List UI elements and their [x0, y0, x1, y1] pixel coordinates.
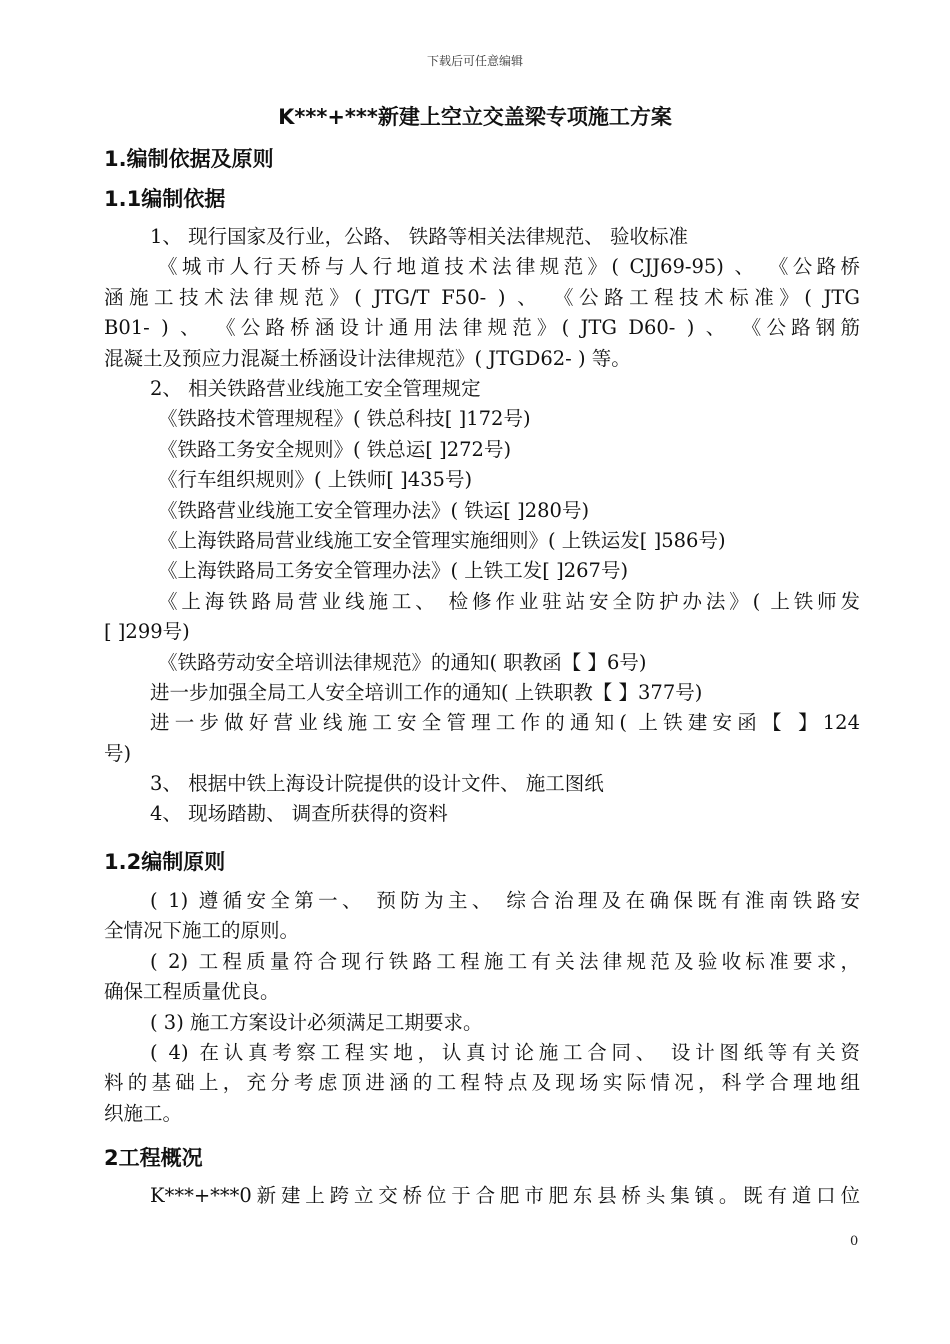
basis-item-1-line: B01- ) 、 《公路桥涵设计通用法律规范》( JTG D60- ) 、 《公路钢筋: [104, 316, 860, 340]
basis-item-3: 3、 根据中铁上海设计院提供的设计文件、 施工图纸: [150, 772, 604, 796]
principles-paragraphs: [104, 886, 860, 1129]
regulation-line: 《铁路工务安全规则》( 铁总运[ ]272号): [158, 437, 512, 461]
basis-item-4: 4、 现场踏勘、 调查所获得的资料: [150, 802, 448, 826]
regulation-line: 《上海铁路局营业线施工、 检修作业驻站安全防护办法》( 上铁师发: [158, 589, 860, 613]
regulation-line: 《行车组织规则》( 上铁师[ ]435号): [158, 468, 473, 492]
page-header-note: 下载后可任意编辑: [426, 54, 523, 68]
regulation-line: 号): [104, 741, 132, 765]
basis-item-1-label: 1、 现行国家及行业，公路、 铁路等相关法律规范、 验收标准: [150, 225, 689, 248]
regulation-line: 《铁路技术管理规程》( 铁总科技[ ]172号): [158, 407, 531, 431]
principle-line: ( 4) 在认真考察工程实地，认真讨论施工合同、 设计图纸等有关资: [150, 1040, 860, 1064]
document-title: K***+***新建上空立交盖梁专项施工方案: [278, 105, 672, 129]
page-number: 0: [850, 1234, 859, 1249]
regulation-line: 《上海铁路局工务安全管理办法》( 上铁工发[ ]267号): [158, 559, 629, 583]
section-1-heading: 1.编制依据及原则: [104, 147, 274, 171]
basis-item-1-line: 涵施工技术法律规范》( JTG/T F50- ) 、 《公路工程技术标准》( JTG: [104, 285, 860, 309]
basis-item-1: [104, 222, 860, 374]
overview-line: K***+***0新建上跨立交桥位于合肥市肥东县桥头集镇。既有道口位: [150, 1184, 860, 1207]
principle-line: 全情况下施工的原则。: [104, 919, 300, 943]
basis-item-2-label: 2、 相关铁路营业线施工安全管理规定: [150, 377, 481, 400]
section-1-1-heading: 1.1编制依据: [104, 187, 226, 211]
regulation-line: 《铁路营业线施工安全管理办法》( 铁运[ ]280号): [158, 498, 590, 522]
regulation-line: 《铁路劳动安全培训法律规范》的通知( 职教函【 】6号): [158, 650, 647, 674]
regulation-line: 进一步加强全局工人安全培训工作的通知( 上铁职教【 】377号): [150, 680, 703, 704]
basis-item-1-line: 混凝土及预应力混凝土桥涵设计法律规范》( JTGD62- ) 等。: [104, 346, 631, 370]
regulation-line: [ ]299号): [104, 620, 190, 644]
regulation-line: 进一步做好营业线施工安全管理工作的通知( 上铁建安函【 】124: [150, 711, 860, 735]
principle-line: ( 2) 工程质量符合现行铁路工程施工有关法律规范及验收标准要求，: [150, 949, 860, 973]
principle-line: 织施工。: [104, 1101, 183, 1125]
principle-line: ( 3) 施工方案设计必须满足工期要求。: [150, 1010, 483, 1034]
principle-line: ( 1) 遵循安全第一、 预防为主、 综合治理及在确保既有淮南铁路安: [150, 889, 860, 912]
principle-line: 确保工程质量优良。: [104, 980, 280, 1004]
principle-line: 料的基础上，充分考虑顶进涵的工程特点及现场实际情况，科学合理地组: [104, 1071, 860, 1095]
basis-item-2: [104, 374, 860, 830]
section-2-heading: 2工程概况: [104, 1146, 203, 1170]
section-1-2-heading: 1.2编制原则: [104, 850, 226, 874]
overview-paragraph: [104, 1181, 860, 1211]
basis-item-1-line: 《城市人行天桥与人行地道技术法律规范》( CJJ69-95) 、 《公路桥: [158, 255, 860, 279]
regulation-line: 《上海铁路局营业线施工安全管理实施细则》( 上铁运发[ ]586号): [158, 528, 726, 552]
